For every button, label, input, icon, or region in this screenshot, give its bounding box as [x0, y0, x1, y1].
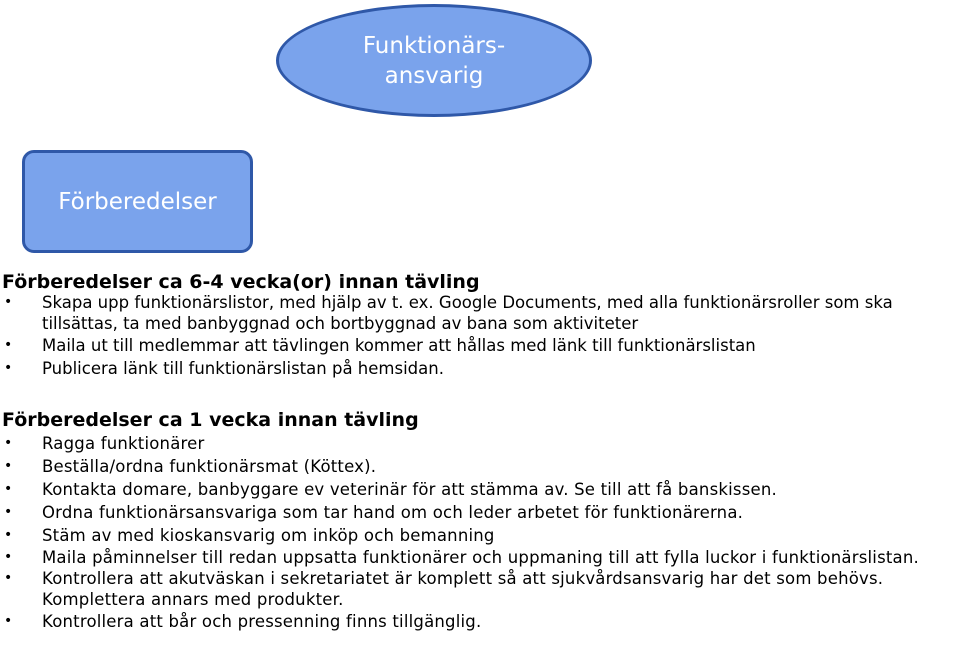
list-item: • Kontrollera att akutväskan i sekretariatet är komplett så att sjukvårdsansvarig har det som behövs. Komplettera annars med produkter.: [0, 568, 952, 610]
list-item: • Kontrollera att bår och pressenning finns tillgänglig.: [0, 610, 952, 633]
list-item: • Ragga funktionärer: [0, 432, 952, 455]
section2-heading: Förberedelser ca 1 vecka innan tävling: [2, 409, 419, 431]
list-item: • Ordna funktionärsansvariga som tar hand om och leder arbetet för funktionärerna.: [0, 501, 952, 524]
list-item: • Beställa/ordna funktionärsmat (Köttex).: [0, 455, 952, 478]
list-item: • Skapa upp funktionärslistor, med hjälp av t. ex. Google Documents, med alla funktionärsroller som ska tillsättas, ta med banbyggnad och bortbyggnad av bana som aktiviteter: [0, 292, 952, 334]
forberedelser-node: Förberedelser: [22, 150, 253, 253]
section2-list: [0, 432, 952, 633]
list-item: • Maila påminnelser till redan uppsatta funktionärer och uppmaning till att fylla luckor i funktionärslistan.: [0, 547, 952, 568]
list-item: • Maila ut till medlemmar att tävlingen kommer att hållas med länk till funktionärslistan: [0, 334, 952, 357]
list-item: • Publicera länk till funktionärslistan på hemsidan.: [0, 357, 952, 380]
list-item: • Stäm av med kioskansvarig om inköp och bemanning: [0, 524, 952, 547]
list-item: • Kontakta domare, banbyggare ev veterinär för att stämma av. Se till att få banskissen.: [0, 478, 952, 501]
section1-heading: Förberedelser ca 6-4 vecka(or) innan tävling: [2, 271, 480, 293]
funktionarsansvarig-node: Funktionärs- ansvarig: [276, 4, 592, 117]
section1-list: [0, 292, 952, 380]
